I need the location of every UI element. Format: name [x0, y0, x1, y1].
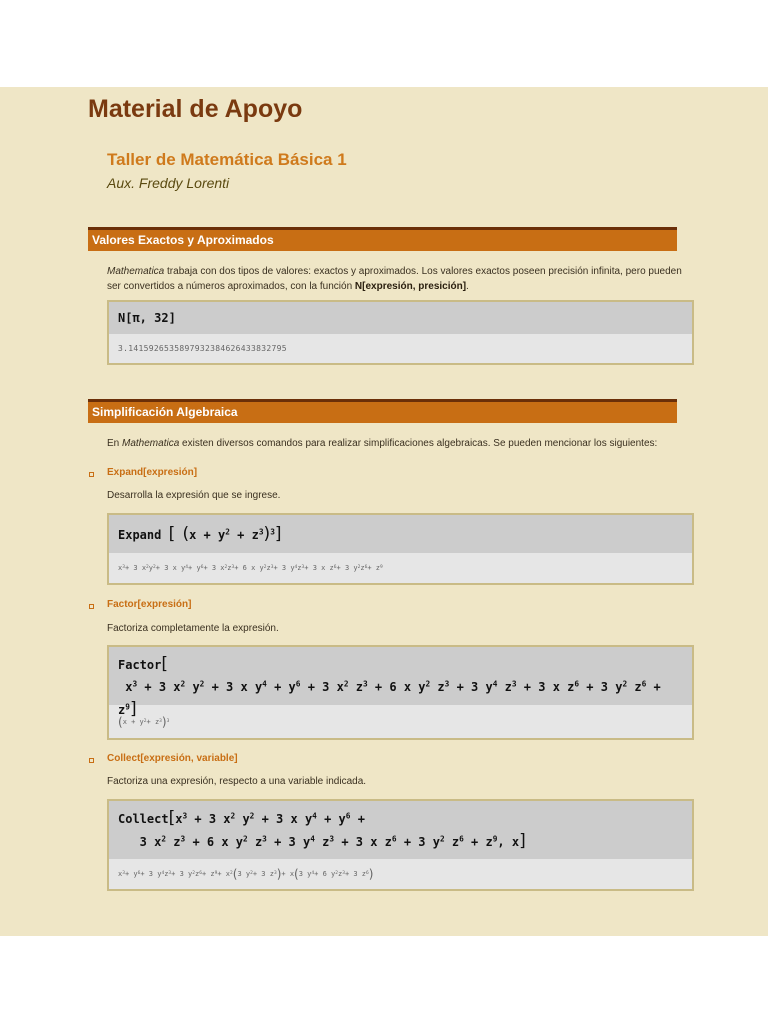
bullet-icon	[89, 604, 94, 609]
notebook-cell-factor	[107, 645, 694, 740]
section-valores-paragraph	[107, 264, 697, 294]
section-header-simplificacion: Simplificación Algebraica	[88, 399, 677, 423]
cell-output: x 3 + 3 x 2 y 2 + 3 x y 4 + y 6 + 3 x 2 z 3 + 6 x y 2 z 3 + 3 y 4 z 3 + 3 x z 6 + 3 y 2 z 6 + z 9	[118, 564, 383, 572]
section-header-valores: Valores Exactos y Aproximados	[88, 227, 677, 251]
notebook-cell-n-pi	[107, 300, 694, 365]
bullet-icon	[89, 758, 94, 763]
command-collect-description: Factoriza una expresión, respecto a una variable indicada.	[107, 776, 367, 787]
paragraph-text: .	[466, 281, 469, 292]
bullet-icon	[89, 472, 94, 477]
author-name: Aux. Freddy Lorenti	[107, 175, 230, 191]
page-title: Material de Apoyo	[88, 95, 303, 123]
function-head: Collect	[118, 812, 169, 826]
mathematica-term: Mathematica	[122, 438, 180, 449]
function-head: Expand	[118, 528, 162, 542]
section-simplificacion-paragraph	[107, 436, 697, 451]
cell-input[interactable]: Expand [ $(x + y^2 + z^3)^3$]	[109, 515, 692, 553]
command-factor-description: Factoriza completamente la expresión.	[107, 623, 279, 634]
command-expand-description: Desarrolla la expresión que se ingrese.	[107, 490, 281, 501]
function-head: Factor	[118, 658, 162, 672]
paragraph-text: existen diversos comandos para realizar simplificaciones algebraicas. Se pueden mencionar los siguientes:	[179, 438, 658, 449]
cell-input[interactable]: Factor[ $x^3 + 3$ $x^2$ $y^2 + 3$ x $y^4 + y^6 + 3$ $x^2$ $z^3 + 6$ x $y^2$ $z^3 + 3$ $y^4$ $z^3 + 3$ x $z^6 + 3$ $y^2$ $z^6 + z^9$]	[109, 647, 692, 705]
document-subtitle: Taller de Matemática Básica 1	[107, 150, 347, 169]
paragraph-text: trabaja con dos tipos de valores: exactos y aproximados. Los valores exactos poseen precisión infinita, pero pueden ser convertidos a números aproximados, con la función	[107, 266, 682, 292]
paragraph-text: En	[107, 438, 123, 449]
notebook-cell-expand	[107, 513, 694, 585]
function-name: N[expresión, presición]	[354, 281, 467, 292]
mathematica-term: Mathematica	[107, 266, 165, 277]
command-collect: Collect[expresión, variable]	[107, 753, 238, 764]
cell-input[interactable]: $Collect[x^3 + 3$ $x^2$ $y^2 + 3$ x $y^4 + y^6$ + 3 $x^2$ $z^3 + 6$ x $y^2$ $z^3 + 3$ $y^4$ $z^3 + 3$ x $z^6 + 3$ $y^2$ $z^6 + z^9$, x]	[109, 801, 692, 859]
command-factor: Factor[expresión]	[107, 599, 192, 610]
document-page	[0, 87, 768, 936]
cell-input[interactable]: N[π, 32]	[109, 302, 692, 334]
cell-output: x 3 + y 6 + 3 y 4 z 3 + 3 y 2 z 6 + z 9 + x 2 ( 3 y 2 + 3 z 3 ) + x ( 3 y 4 + 6 y 2 z 3 + 3 z 6 )	[118, 867, 374, 881]
cell-output: 3.1415926535897932384626433832795	[118, 344, 287, 353]
command-expand: Expand[expresión]	[107, 467, 198, 478]
notebook-cell-collect	[107, 799, 694, 891]
cell-output: ( x + y 2 + z 3 ) 3	[118, 714, 170, 729]
